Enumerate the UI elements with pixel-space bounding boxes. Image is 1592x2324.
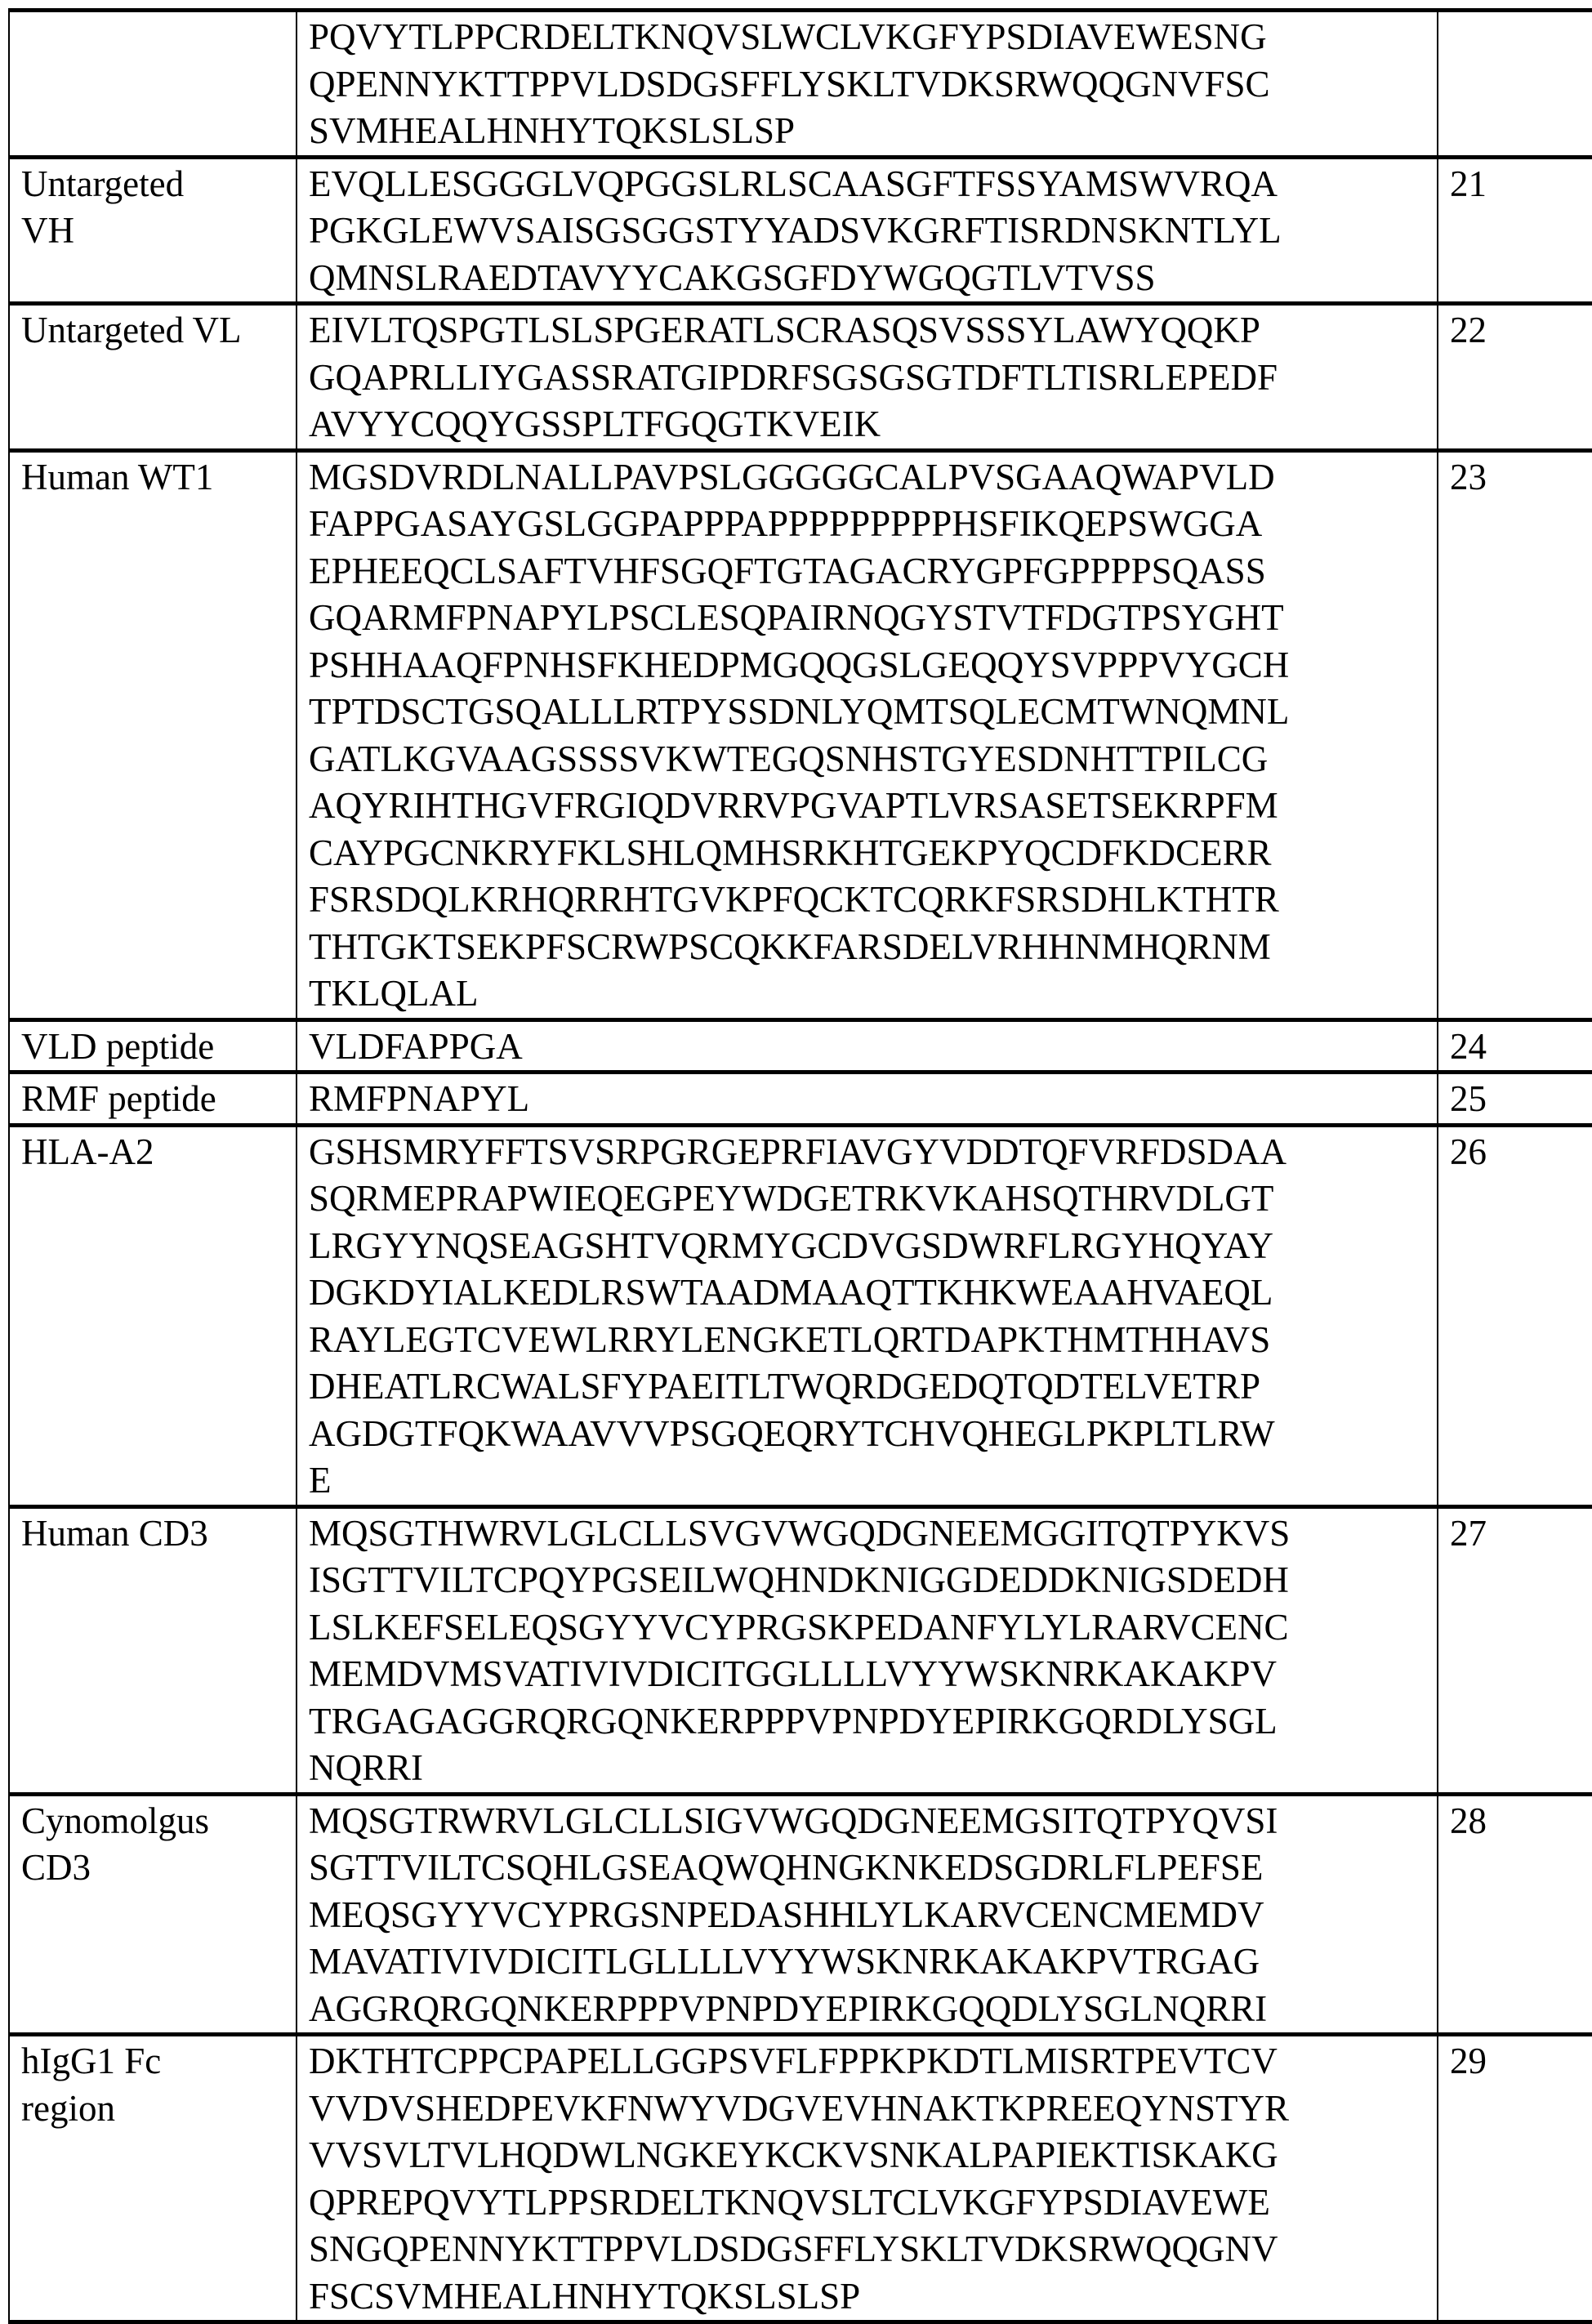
seq-id-number: 24 bbox=[1450, 1024, 1585, 1071]
sequence-name-cell bbox=[9, 1794, 297, 2035]
sequence-line: FAPPGASAYGSLGGPAPPPAPPPPPPPPPHSFIKQEPSWGGA bbox=[309, 501, 1429, 548]
seq-id-cell bbox=[1438, 1506, 1592, 1794]
sequence-line: SQRMEPRAPWIEQEGPEYWDGETRKVKAHSQTHRVDLGT bbox=[309, 1175, 1429, 1223]
table-row bbox=[9, 304, 1592, 451]
sequence-cell bbox=[297, 1073, 1438, 1126]
sequence-cell bbox=[297, 1125, 1438, 1506]
sequence-line: DHEATLRCWALSFYPAEITLTWQRDGEDQTQDTELVETRP bbox=[309, 1363, 1429, 1411]
sequence-cell bbox=[297, 304, 1438, 451]
seq-id-cell bbox=[1438, 11, 1592, 158]
sequence-line: RMFPNAPYL bbox=[309, 1076, 1429, 1123]
seq-id-number: 22 bbox=[1450, 307, 1585, 355]
sequence-name-line: Untargeted bbox=[21, 161, 288, 208]
sequence-line: GQAPRLLIYGASSRATGIPDRFSGSGSGTDFTLTISRLEPEDF bbox=[309, 355, 1429, 402]
sequence-name-line: VH bbox=[21, 207, 288, 255]
sequence-line: CAYPGCNKRYFKLSHLQMHSRKHTGEKPYQCDFKDCERR bbox=[309, 830, 1429, 877]
table-row bbox=[9, 2035, 1592, 2322]
seq-id-cell bbox=[1438, 1073, 1592, 1126]
seq-id-cell bbox=[1438, 157, 1592, 304]
sequence-line: GSHSMRYFFTSVSRPGRGEPRFIAVGYVDDTQFVRFDSDAA bbox=[309, 1129, 1429, 1176]
sequence-line: MEMDVMSVATIVIVDICITGGLLLLVYYWSKNRKAKAKPV bbox=[309, 1651, 1429, 1698]
sequence-name-cell bbox=[9, 1125, 297, 1506]
sequence-name-line: CD3 bbox=[21, 1844, 288, 1892]
sequence-cell bbox=[297, 1794, 1438, 2035]
sequence-line: DGKDYIALKEDLRSWTAADMAAQTTKHKWEAAHVAEQL bbox=[309, 1269, 1429, 1317]
sequence-line: DKTHTCPPCPAPELLGGPSVFLFPPKPKDTLMISRTPEVTCV bbox=[309, 2038, 1429, 2085]
seq-id-number: 25 bbox=[1450, 1076, 1585, 1123]
sequence-line: SVMHEALHNHYTQKSLSLSP bbox=[309, 108, 1429, 155]
sequence-cell bbox=[297, 11, 1438, 158]
sequence-name-cell bbox=[9, 450, 297, 1019]
seq-id-cell bbox=[1438, 2035, 1592, 2322]
sequence-name-cell bbox=[9, 157, 297, 304]
sequence-line: AGDGTFQKWAAVVVPSGQEQRYTCHVQHEGLPKPLTLRW bbox=[309, 1411, 1429, 1458]
sequence-line: VLDFAPPGA bbox=[309, 1024, 1429, 1071]
sequence-cell bbox=[297, 1506, 1438, 1794]
seq-id-cell bbox=[1438, 304, 1592, 451]
sequence-line: PQVYTLPPCRDELTKNQVSLWCLVKGFYPSDIAVEWESNG bbox=[309, 14, 1429, 61]
sequence-name-cell bbox=[9, 1506, 297, 1794]
sequence-line: AGGRQRGQNKERPPPVPNPDYEPIRKGQQDLYSGLNQRRI bbox=[309, 1986, 1429, 2033]
seq-id-number: 29 bbox=[1450, 2038, 1585, 2085]
table-row bbox=[9, 157, 1592, 304]
sequence-line: QPENNYKTTPPVLDSDGSFFLYSKLTVDKSRWQQGNVFSC bbox=[309, 61, 1429, 109]
sequence-cell bbox=[297, 1019, 1438, 1073]
table-row bbox=[9, 450, 1592, 1019]
sequence-name-line: Human CD3 bbox=[21, 1510, 288, 1558]
sequence-line: AQYRIHTHGVFRGIQDVRRVPGVAPTLVRSASETSEKRPFM bbox=[309, 783, 1429, 830]
sequence-line: QPREPQVYTLPPSRDELTKNQVSLTCLVKGFYPSDIAVEWE bbox=[309, 2179, 1429, 2227]
sequence-cell bbox=[297, 2035, 1438, 2322]
sequence-line: VVSVLTVLHQDWLNGKEYKCKVSNKALPAPIEKTISKAKG bbox=[309, 2132, 1429, 2179]
sequence-line: SGTTVILTCSQHLGSEAQWQHNGKNKEDSGDRLFLPEFSE bbox=[309, 1844, 1429, 1892]
sequence-line: LRGYYNQSEAGSHTVQRMYGCDVGSDWRFLRGYHQYAY bbox=[309, 1223, 1429, 1270]
sequence-name-cell bbox=[9, 1073, 297, 1126]
seq-id-number: 23 bbox=[1450, 454, 1585, 502]
sequence-line: FSCSVMHEALHNHYTQKSLSLSP bbox=[309, 2273, 1429, 2321]
sequence-line: QMNSLRAEDTAVYYCAKGSGFDYWGQGTLVTVSS bbox=[309, 255, 1429, 302]
sequence-line: GATLKGVAAGSSSSVKWTEGQSNHSTGYESDNHTTPILCG bbox=[309, 736, 1429, 783]
sequence-name-line: Untargeted VL bbox=[21, 307, 288, 355]
sequence-line: TKLQLAL bbox=[309, 970, 1429, 1018]
sequence-name-cell bbox=[9, 2035, 297, 2322]
sequence-name-cell bbox=[9, 11, 297, 158]
sequence-line: THTGKTSEKPFSCRWPSCQKKFARSDELVRHHNMHQRNM bbox=[309, 924, 1429, 971]
sequence-line: TRGAGAGGRQRGQNKERPPPVPNPDYEPIRKGQRDLYSGL bbox=[309, 1698, 1429, 1746]
sequence-name-line: HLA-A2 bbox=[21, 1129, 288, 1176]
sequence-line: NQRRI bbox=[309, 1745, 1429, 1792]
seq-id-cell bbox=[1438, 1125, 1592, 1506]
sequence-name-line: RMF peptide bbox=[21, 1076, 288, 1123]
sequence-line: GQARMFPNAPYLPSCLESQPAIRNQGYSTVTFDGTPSYGHT bbox=[309, 595, 1429, 642]
sequence-line: EIVLTQSPGTLSLSPGERATLSCRASQSVSSSYLAWYQQKP bbox=[309, 307, 1429, 355]
sequence-cell bbox=[297, 157, 1438, 304]
table-row bbox=[9, 1506, 1592, 1794]
sequence-name-line: Human WT1 bbox=[21, 454, 288, 502]
seq-id-cell bbox=[1438, 450, 1592, 1019]
sequence-name-cell bbox=[9, 304, 297, 451]
sequence-line: MQSGTRWRVLGLCLLSIGVWGQDGNEEMGSITQTPYQVSI bbox=[309, 1798, 1429, 1845]
sequence-line: ISGTTVILTCPQYPGSEILWQHNDKNIGGDEDDKNIGSDEDH bbox=[309, 1557, 1429, 1604]
sequence-line: VVDVSHEDPEVKFNWYVDGVEVHNAKTKPREEQYNSTYR bbox=[309, 2085, 1429, 2133]
table-row bbox=[9, 1019, 1592, 1073]
sequence-table-body bbox=[9, 11, 1592, 2322]
seq-id-number: 27 bbox=[1450, 1510, 1585, 1558]
sequence-line: MQSGTHWRVLGLCLLSVGVWGQDGNEEMGGITQTPYKVS bbox=[309, 1510, 1429, 1558]
sequence-name-line: Cynomolgus bbox=[21, 1798, 288, 1845]
sequence-line: MEQSGYYVCYPRGSNPEDASHHLYLKARVCENCMEMDV bbox=[309, 1892, 1429, 1939]
sequence-line: LSLKEFSELEQSGYYVCYPRGSKPEDANFYLYLRARVCENC bbox=[309, 1604, 1429, 1652]
sequence-line: PSHHAAQFPNHSFKHEDPMGQQGSLGEQQYSVPPPVYGCH bbox=[309, 642, 1429, 689]
table-row bbox=[9, 1073, 1592, 1126]
table-row bbox=[9, 1125, 1592, 1506]
seq-id-cell bbox=[1438, 1019, 1592, 1073]
sequence-line: FSRSDQLKRHQRRHTGVKPFQCKTCQRKFSRSDHLKTHTR bbox=[309, 877, 1429, 924]
seq-id-number: 28 bbox=[1450, 1798, 1585, 1845]
sequence-line: EPHEEQCLSAFTVHFSGQFTGTAGACRYGPFGPPPPSQASS bbox=[309, 548, 1429, 595]
sequence-line: MAVATIVIVDICITLGLLLLVYYWSKNRKAKAKPVTRGAG bbox=[309, 1938, 1429, 1986]
table-row bbox=[9, 11, 1592, 158]
sequence-line: TPTDSCTGSQALLLRTPYSSDNLYQMTSQLECMTWNQMNL bbox=[309, 689, 1429, 736]
table-row bbox=[9, 1794, 1592, 2035]
sequence-name-line: VLD peptide bbox=[21, 1024, 288, 1071]
sequence-line: AVYYCQQYGSSPLTFGQGTKVEIK bbox=[309, 401, 1429, 448]
sequence-line: PGKGLEWVSAISGSGGSTYYADSVKGRFTISRDNSKNTLYL bbox=[309, 207, 1429, 255]
seq-id-number: 26 bbox=[1450, 1129, 1585, 1176]
sequence-table bbox=[8, 8, 1592, 2324]
sequence-line: SNGQPENNYKTTPPVLDSDGSFFLYSKLTVDKSRWQQGNV bbox=[309, 2226, 1429, 2273]
sequence-line: MGSDVRDLNALLPAVPSLGGGGGCALPVSGAAQWAPVLD bbox=[309, 454, 1429, 502]
sequence-name-line: hIgG1 Fc bbox=[21, 2038, 288, 2085]
seq-id-number: 21 bbox=[1450, 161, 1585, 208]
seq-id-cell bbox=[1438, 1794, 1592, 2035]
sequence-line: RAYLEGTCVEWLRRYLENGKETLQRTDAPKTHMTHHAVS bbox=[309, 1317, 1429, 1364]
sequence-line: E bbox=[309, 1457, 1429, 1505]
sequence-name-cell bbox=[9, 1019, 297, 1073]
sequence-line: EVQLLESGGGLVQPGGSLRLSCAASGFTFSSYAMSWVRQA bbox=[309, 161, 1429, 208]
sequence-cell bbox=[297, 450, 1438, 1019]
sequence-name-line: region bbox=[21, 2085, 288, 2133]
